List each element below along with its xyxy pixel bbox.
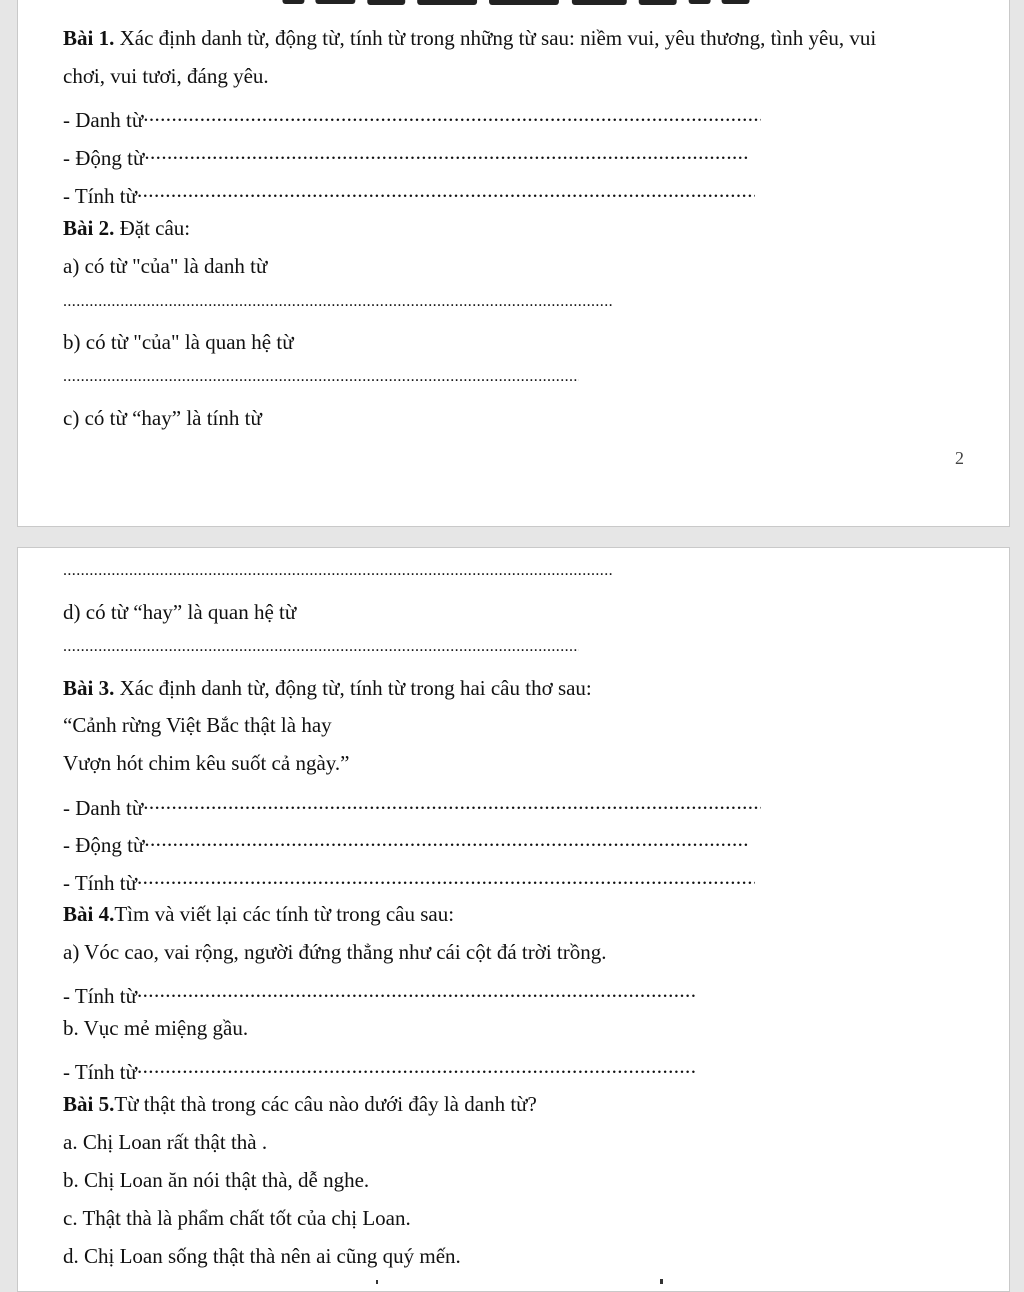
bai3-dong-tu-label: - Động từ [63, 833, 145, 857]
answer-line[interactable] [144, 826, 748, 852]
bai1-prompt-line1 [63, 25, 876, 51]
bai5-prompt [63, 1091, 537, 1117]
page-number: 2 [955, 448, 964, 468]
answer-line[interactable] [137, 1053, 697, 1079]
answer-line[interactable] [143, 101, 761, 127]
bai3-tinh-tu-row [63, 864, 755, 896]
cropped-page-heading [18, 0, 1009, 19]
bai5-text: Từ thật thà trong các câu nào dưới đây là danh từ? [114, 1092, 537, 1116]
bai1-text-line1: Xác định danh từ, động từ, tính từ trong những từ sau: niềm vui, yêu thương, tình yêu, vui [114, 26, 877, 50]
bai3-text: Xác định danh từ, động từ, tính từ trong hai câu thơ sau: [114, 676, 592, 700]
answer-line[interactable] [137, 977, 697, 1003]
bai3-prompt [63, 675, 592, 701]
bai3-dong-tu-row [63, 826, 748, 858]
bai5-option-a: a. Chị Loan rất thật thà . [63, 1130, 268, 1154]
bai3-label: Bài 3. [63, 676, 115, 700]
answer-line[interactable] [63, 634, 579, 660]
answer-line[interactable] [144, 139, 748, 165]
document-page-1 [17, 0, 1010, 527]
bai1-label: Bài 1. [63, 26, 115, 50]
bai5-option-d: d. Chị Loan sống thật thà nên ai cũng quý mến. [63, 1244, 461, 1268]
bai3-poem-line2: Vượn hót chim kêu suốt cả ngày.” [63, 751, 350, 775]
bai2-text: Đặt câu: [114, 216, 191, 240]
bai4-prompt [63, 901, 454, 927]
answer-line[interactable] [63, 289, 613, 315]
bai4-label: Bài 4. [63, 902, 115, 926]
bai4-a-tinh-tu-row [63, 977, 697, 1009]
bai3-poem-line1: “Cảnh rừng Việt Bắc thật là hay [63, 713, 332, 737]
bai3-danh-tu-row [63, 789, 761, 821]
answer-line[interactable] [63, 364, 579, 390]
answer-line[interactable] [63, 558, 613, 584]
bai2-a: a) có từ "của" là danh từ [63, 254, 268, 278]
bai3-tinh-tu-label: - Tính từ [63, 871, 137, 895]
bai1-dong-tu-label: - Động từ [63, 146, 145, 170]
bai5-option-b: b. Chị Loan ăn nói thật thà, dễ nghe. [63, 1168, 370, 1192]
bai2-d: d) có từ “hay” là quan hệ từ [63, 600, 297, 624]
bai1-danh-tu-row [63, 101, 761, 133]
bai1-text-line2: chơi, vui tươi, đáng yêu. [63, 64, 269, 88]
bai1-tinh-tu-row [63, 177, 755, 209]
bai4-b: b. Vục mẻ miệng gầu. [63, 1016, 249, 1040]
document-page-2 [17, 547, 1010, 1292]
bai2-c: c) có từ “hay” là tính từ [63, 406, 262, 430]
bai3-danh-tu-label: - Danh từ [63, 796, 144, 820]
bai4-b-tinh-tu-row [63, 1053, 697, 1085]
bai4-b-tinh-tu-label: - Tính từ [63, 1060, 137, 1084]
bai1-danh-tu-label: - Danh từ [63, 108, 144, 132]
answer-line[interactable] [143, 789, 761, 815]
bai4-a-tinh-tu-label: - Tính từ [63, 984, 137, 1008]
bai4-a: a) Vóc cao, vai rộng, người đứng thẳng như cái cột đá trời trồng. [63, 940, 607, 964]
bai5-option-c: c. Thật thà là phẩm chất tốt của chị Loan. [63, 1206, 411, 1230]
bai2-label: Bài 2. [63, 216, 115, 240]
answer-line[interactable] [137, 864, 755, 890]
bai1-tinh-tu-label: - Tính từ [63, 184, 137, 208]
bai5-label: Bài 5. [63, 1092, 115, 1116]
bai1-dong-tu-row [63, 139, 748, 171]
answer-line[interactable] [137, 177, 755, 203]
bai4-text: Tìm và viết lại các tính từ trong câu sau: [114, 902, 455, 926]
cropped-next-line [18, 1276, 1010, 1284]
bai2-b: b) có từ "của" là quan hệ từ [63, 330, 294, 354]
bai2-prompt [63, 215, 190, 241]
